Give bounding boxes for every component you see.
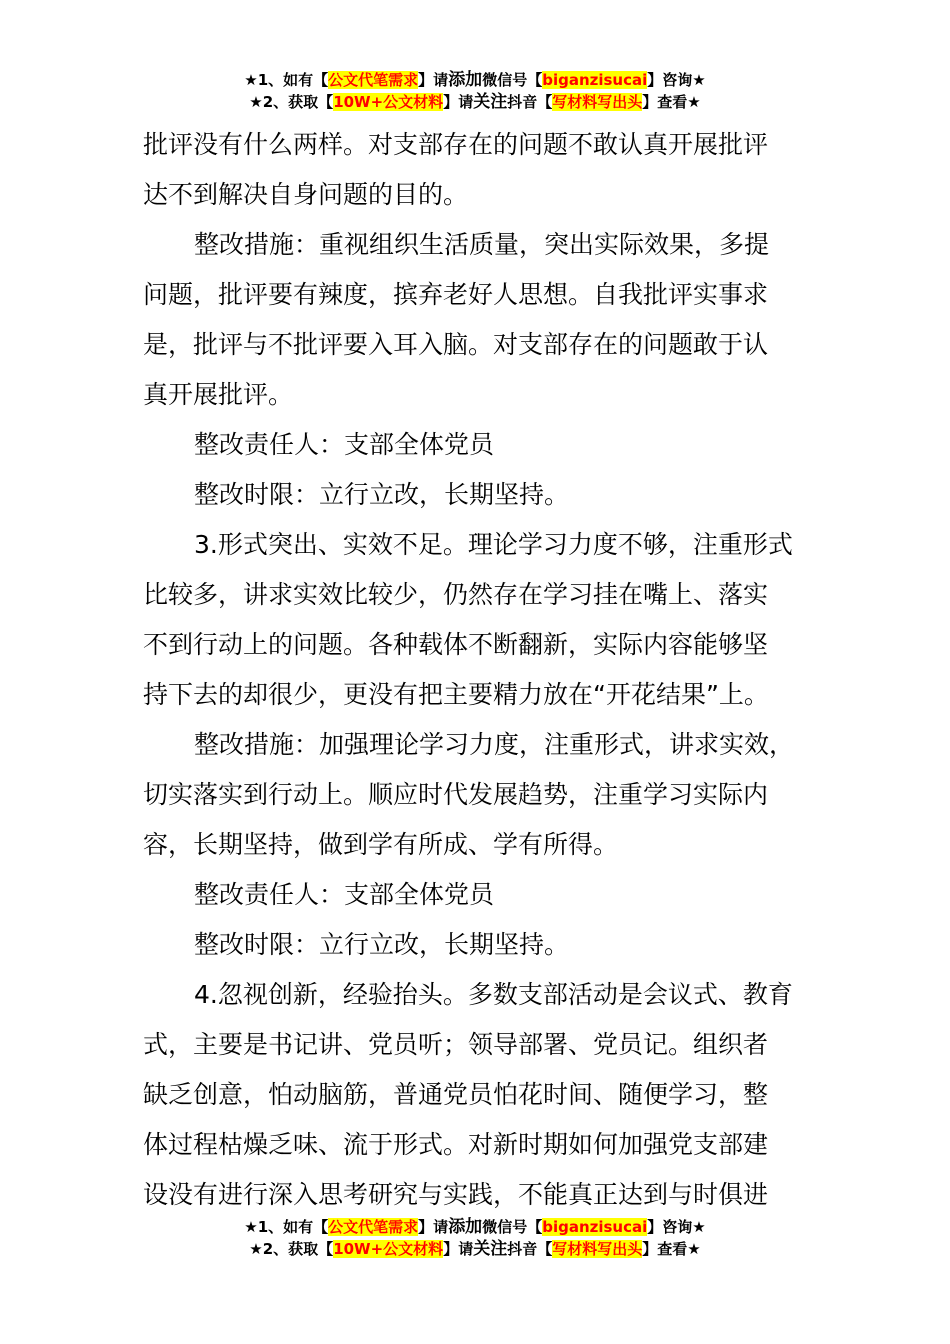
- banner-line-2: [0, 91, 950, 113]
- text-line: 设没有进行深入思考研究与实践，不能真正达到与时俱进: [143, 1180, 769, 1209]
- text-line: 整改责任人：支部全体党员: [194, 880, 495, 909]
- banner-text: 】请: [443, 93, 474, 111]
- banner-line-1: [0, 69, 950, 91]
- highlight-service: 公文代笔需求: [328, 1218, 419, 1236]
- emphasis-add: 添加: [448, 70, 483, 90]
- text-line: 容，长期坚持，做到学有所成、学有所得。: [143, 830, 619, 859]
- text-line: 3.形式突出、实效不足。理论学习力度不够，注重形式: [194, 530, 793, 559]
- document-body: [143, 120, 833, 1220]
- text-line: 是，批评与不批评要入耳入脑。对支部存在的问题敢于认: [143, 330, 769, 359]
- header-banner: [0, 69, 950, 113]
- highlight-wechat-id: biganzisucai: [542, 1218, 648, 1236]
- text-line: 整改时限：立行立改，长期坚持。: [194, 480, 570, 509]
- highlight-wechat-id: biganzisucai: [542, 71, 648, 89]
- banner-text: ★1、如有【: [244, 1218, 329, 1236]
- banner-text: 】咨询★: [647, 1218, 706, 1236]
- emphasis-follow: 关注: [473, 1239, 508, 1259]
- banner-line-1: [0, 1216, 950, 1238]
- banner-text: ★2、获取【: [249, 1240, 334, 1258]
- banner-text: ★2、获取【: [249, 93, 334, 111]
- highlight-douyin-account: 写材料写出头: [552, 93, 643, 111]
- banner-text: 】查看★: [642, 93, 701, 111]
- banner-text: 】咨询★: [647, 71, 706, 89]
- footer-banner: [0, 1216, 950, 1260]
- text-line: 整改时限：立行立改，长期坚持。: [194, 930, 570, 959]
- text-line: 不到行动上的问题。各种载体不断翻新，实际内容能够坚: [143, 630, 769, 659]
- text-line: 批评没有什么两样。对支部存在的问题不敢认真开展批评: [143, 130, 769, 159]
- text-line: 达不到解决自身问题的目的。: [143, 180, 469, 209]
- banner-text: 抖音【: [507, 1240, 553, 1258]
- text-line: 持下去的却很少，更没有把主要精力放在“开花结果”上。: [143, 680, 769, 709]
- banner-text: 微信号【: [482, 71, 543, 89]
- text-line: 整改措施：加强理论学习力度，注重形式，讲求实效，: [194, 730, 795, 759]
- banner-text: 抖音【: [507, 93, 553, 111]
- highlight-service: 公文代笔需求: [328, 71, 419, 89]
- highlight-materials: 10W+公文材料: [333, 1240, 444, 1258]
- banner-text: 】请: [443, 1240, 474, 1258]
- text-line: 体过程枯燥乏味、流于形式。对新时期如何加强党支部建: [143, 1130, 769, 1159]
- text-line: 式，主要是书记讲、党员听；领导部署、党员记。组织者: [143, 1030, 769, 1059]
- banner-text: 微信号【: [482, 1218, 543, 1236]
- banner-line-2: [0, 1238, 950, 1260]
- text-line: 整改措施：重视组织生活质量，突出实际效果，多提: [194, 230, 770, 259]
- emphasis-add: 添加: [448, 1217, 483, 1237]
- banner-text: ★1、如有【: [244, 71, 329, 89]
- emphasis-follow: 关注: [473, 92, 508, 112]
- text-line: 切实落实到行动上。顺应时代发展趋势，注重学习实际内: [143, 780, 769, 809]
- text-line: 问题，批评要有辣度，摈弃老好人思想。自我批评实事求: [143, 280, 769, 309]
- highlight-douyin-account: 写材料写出头: [552, 1240, 643, 1258]
- highlight-materials: 10W+公文材料: [333, 93, 444, 111]
- text-line: 整改责任人：支部全体党员: [194, 430, 495, 459]
- text-line: 真开展批评。: [143, 380, 294, 409]
- banner-text: 】查看★: [642, 1240, 701, 1258]
- banner-text: 】请: [418, 1218, 449, 1236]
- text-line: 4.忽视创新，经验抬头。多数支部活动是会议式、教育: [194, 980, 793, 1009]
- text-line: 缺乏创意，怕动脑筋，普通党员怕花时间、随便学习，整: [143, 1080, 769, 1109]
- text-line: 比较多，讲求实效比较少，仍然存在学习挂在嘴上、落实: [143, 580, 769, 609]
- banner-text: 】请: [418, 71, 449, 89]
